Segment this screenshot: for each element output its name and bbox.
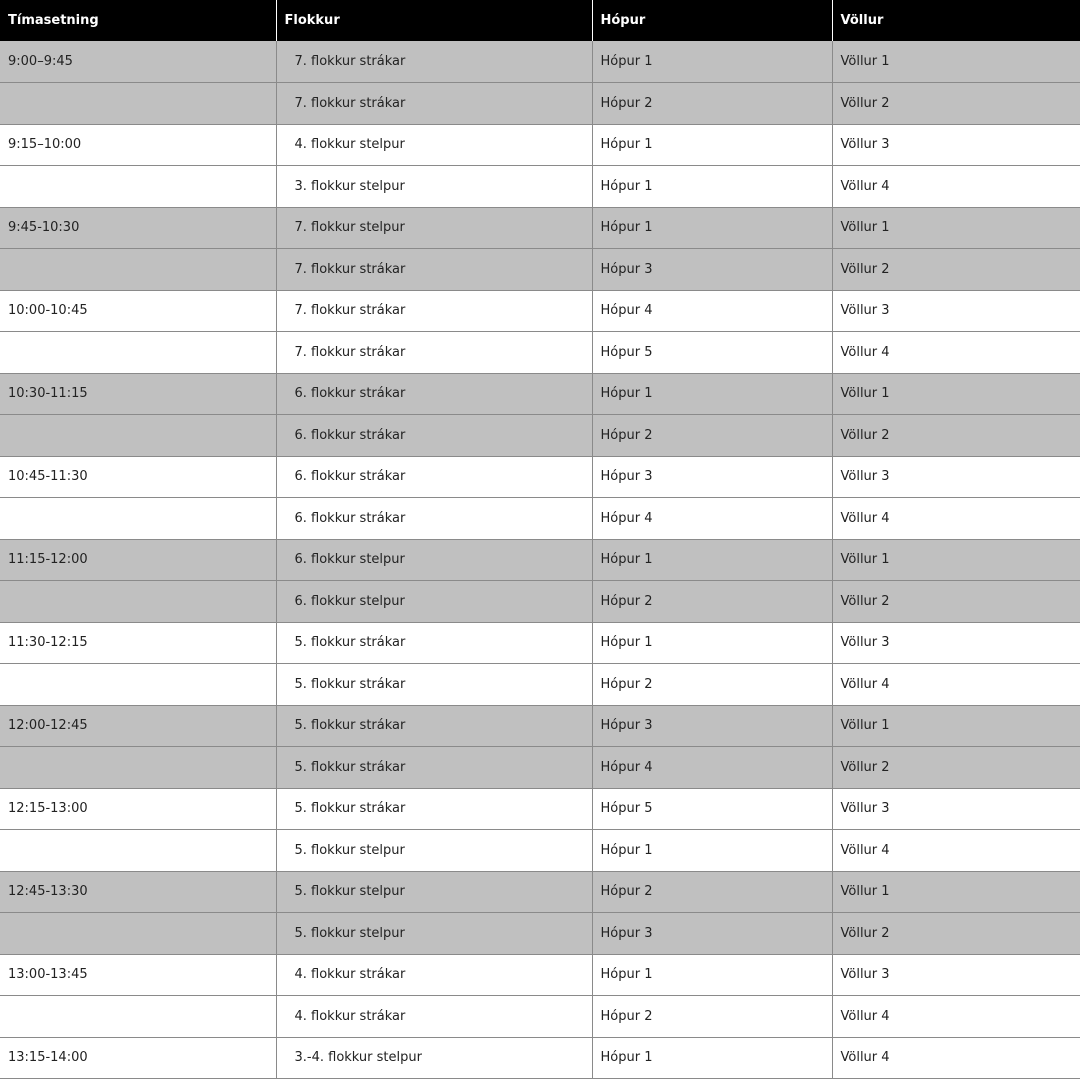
field-cell: Völlur 1: [832, 871, 1080, 913]
team-cell: Hópur 3: [592, 705, 832, 747]
field-cell: Völlur 2: [832, 83, 1080, 125]
team-cell: Hópur 2: [592, 871, 832, 913]
team-cell: Hópur 2: [592, 415, 832, 457]
field-cell: Völlur 2: [832, 249, 1080, 291]
group-cell: 6. flokkur stelpur: [276, 539, 592, 581]
table-row: [0, 996, 1080, 1038]
group-cell: 5. flokkur strákar: [276, 788, 592, 830]
field-cell: Völlur 4: [832, 1037, 1080, 1079]
time-cell: [0, 415, 276, 457]
group-cell: 7. flokkur strákar: [276, 83, 592, 125]
team-cell: Hópur 1: [592, 830, 832, 872]
time-cell: 13:15-14:00: [0, 1037, 276, 1079]
field-cell: Völlur 1: [832, 373, 1080, 415]
table-body: [0, 41, 1080, 1079]
group-cell: 5. flokkur strákar: [276, 705, 592, 747]
group-cell: 5. flokkur stelpur: [276, 913, 592, 955]
table-row: [0, 456, 1080, 498]
table-row: [0, 788, 1080, 830]
header-row: [0, 0, 1080, 41]
field-cell: Völlur 3: [832, 124, 1080, 166]
table-row: [0, 747, 1080, 789]
team-cell: Hópur 5: [592, 332, 832, 374]
header-time: Tímasetning: [0, 0, 276, 41]
time-cell: [0, 913, 276, 955]
table-row: [0, 41, 1080, 83]
table-row: [0, 166, 1080, 208]
group-cell: 6. flokkur strákar: [276, 498, 592, 540]
time-cell: [0, 830, 276, 872]
time-cell: [0, 249, 276, 291]
group-cell: 7. flokkur strákar: [276, 41, 592, 83]
field-cell: Völlur 1: [832, 41, 1080, 83]
team-cell: Hópur 1: [592, 124, 832, 166]
team-cell: Hópur 3: [592, 913, 832, 955]
field-cell: Völlur 1: [832, 207, 1080, 249]
team-cell: Hópur 1: [592, 166, 832, 208]
group-cell: 7. flokkur strákar: [276, 249, 592, 291]
table-row: [0, 664, 1080, 706]
team-cell: Hópur 1: [592, 539, 832, 581]
group-cell: 6. flokkur stelpur: [276, 581, 592, 623]
table-row: [0, 332, 1080, 374]
table-row: [0, 290, 1080, 332]
group-cell: 5. flokkur strákar: [276, 747, 592, 789]
table-row: [0, 622, 1080, 664]
group-cell: 7. flokkur stelpur: [276, 207, 592, 249]
time-cell: [0, 83, 276, 125]
time-cell: 13:00-13:45: [0, 954, 276, 996]
team-cell: Hópur 4: [592, 498, 832, 540]
team-cell: Hópur 1: [592, 954, 832, 996]
field-cell: Völlur 4: [832, 996, 1080, 1038]
header-field: Völlur: [832, 0, 1080, 41]
field-cell: Völlur 2: [832, 415, 1080, 457]
time-cell: 12:15-13:00: [0, 788, 276, 830]
time-cell: 9:00–9:45: [0, 41, 276, 83]
team-cell: Hópur 3: [592, 249, 832, 291]
table-row: [0, 830, 1080, 872]
header-group: Flokkur: [276, 0, 592, 41]
field-cell: Völlur 2: [832, 581, 1080, 623]
table-row: [0, 124, 1080, 166]
time-cell: [0, 166, 276, 208]
table-row: [0, 249, 1080, 291]
field-cell: Völlur 4: [832, 498, 1080, 540]
field-cell: Völlur 3: [832, 788, 1080, 830]
time-cell: 10:30-11:15: [0, 373, 276, 415]
time-cell: 11:30-12:15: [0, 622, 276, 664]
team-cell: Hópur 1: [592, 373, 832, 415]
team-cell: Hópur 1: [592, 41, 832, 83]
field-cell: Völlur 2: [832, 913, 1080, 955]
team-cell: Hópur 2: [592, 581, 832, 623]
field-cell: Völlur 4: [832, 166, 1080, 208]
table-row: [0, 83, 1080, 125]
field-cell: Völlur 3: [832, 290, 1080, 332]
time-cell: [0, 498, 276, 540]
team-cell: Hópur 4: [592, 747, 832, 789]
time-cell: 9:15–10:00: [0, 124, 276, 166]
time-cell: 12:45-13:30: [0, 871, 276, 913]
group-cell: 6. flokkur strákar: [276, 415, 592, 457]
time-cell: [0, 996, 276, 1038]
field-cell: Völlur 1: [832, 705, 1080, 747]
group-cell: 5. flokkur stelpur: [276, 830, 592, 872]
team-cell: Hópur 5: [592, 788, 832, 830]
group-cell: 3.-4. flokkur stelpur: [276, 1037, 592, 1079]
header-team: Hópur: [592, 0, 832, 41]
group-cell: 4. flokkur strákar: [276, 954, 592, 996]
time-cell: [0, 664, 276, 706]
field-cell: Völlur 4: [832, 664, 1080, 706]
field-cell: Völlur 1: [832, 539, 1080, 581]
field-cell: Völlur 3: [832, 456, 1080, 498]
group-cell: 6. flokkur strákar: [276, 373, 592, 415]
group-cell: 7. flokkur strákar: [276, 290, 592, 332]
table-row: [0, 498, 1080, 540]
group-cell: 6. flokkur strákar: [276, 456, 592, 498]
field-cell: Völlur 4: [832, 332, 1080, 374]
time-cell: 11:15-12:00: [0, 539, 276, 581]
group-cell: 3. flokkur stelpur: [276, 166, 592, 208]
group-cell: 4. flokkur strákar: [276, 996, 592, 1038]
time-cell: 10:00-10:45: [0, 290, 276, 332]
table-row: [0, 207, 1080, 249]
team-cell: Hópur 2: [592, 664, 832, 706]
team-cell: Hópur 1: [592, 207, 832, 249]
table-row: [0, 415, 1080, 457]
time-cell: 9:45-10:30: [0, 207, 276, 249]
field-cell: Völlur 3: [832, 954, 1080, 996]
team-cell: Hópur 1: [592, 1037, 832, 1079]
group-cell: 4. flokkur stelpur: [276, 124, 592, 166]
table-row: [0, 373, 1080, 415]
table-row: [0, 913, 1080, 955]
table-row: [0, 871, 1080, 913]
group-cell: 7. flokkur strákar: [276, 332, 592, 374]
time-cell: 10:45-11:30: [0, 456, 276, 498]
table-row: [0, 539, 1080, 581]
table-row: [0, 581, 1080, 623]
team-cell: Hópur 2: [592, 83, 832, 125]
field-cell: Völlur 4: [832, 830, 1080, 872]
field-cell: Völlur 2: [832, 747, 1080, 789]
table-row: [0, 705, 1080, 747]
time-cell: [0, 747, 276, 789]
group-cell: 5. flokkur stelpur: [276, 871, 592, 913]
team-cell: Hópur 1: [592, 622, 832, 664]
time-cell: [0, 332, 276, 374]
time-cell: [0, 581, 276, 623]
time-cell: 12:00-12:45: [0, 705, 276, 747]
table-row: [0, 1037, 1080, 1079]
team-cell: Hópur 4: [592, 290, 832, 332]
table-row: [0, 954, 1080, 996]
team-cell: Hópur 2: [592, 996, 832, 1038]
team-cell: Hópur 3: [592, 456, 832, 498]
group-cell: 5. flokkur strákar: [276, 664, 592, 706]
field-cell: Völlur 3: [832, 622, 1080, 664]
group-cell: 5. flokkur strákar: [276, 622, 592, 664]
